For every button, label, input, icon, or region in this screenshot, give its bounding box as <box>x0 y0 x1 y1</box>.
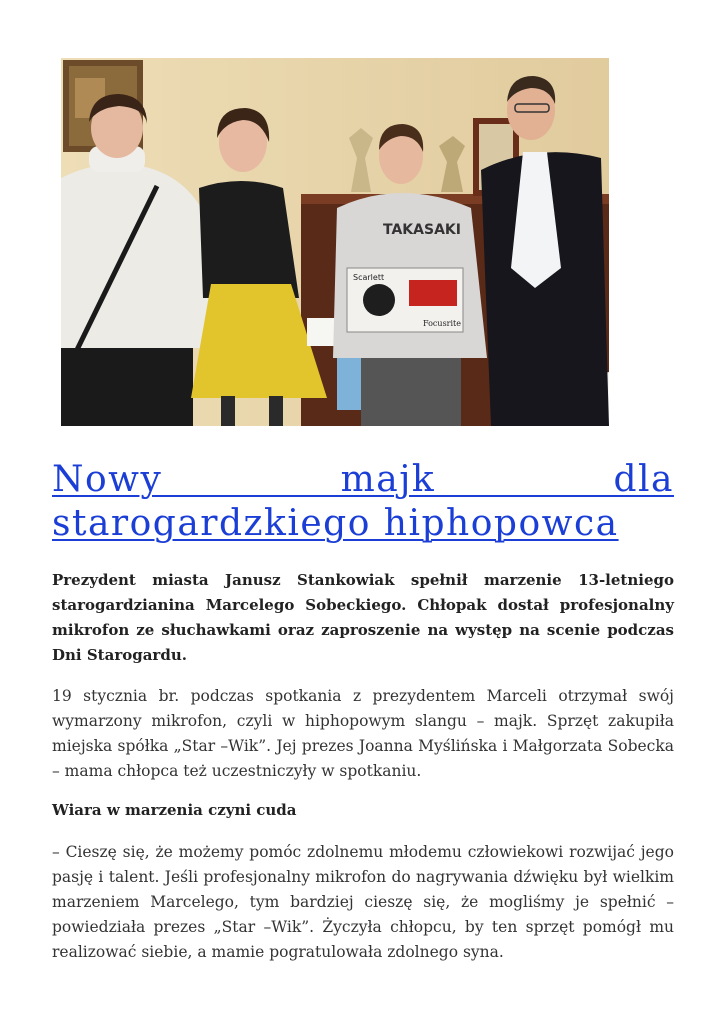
photo-illustration <box>61 58 609 426</box>
headphones <box>363 284 395 316</box>
box-logo: Focusrite <box>423 319 461 328</box>
article-title-link[interactable]: Nowy majk dla starogardzkiego hiphopowca <box>52 459 674 544</box>
leg <box>269 396 283 426</box>
article-photo <box>61 58 609 426</box>
leg <box>221 396 235 426</box>
article-lead: Prezydent miasta Janusz Stankowiak spełnił marzenie 13-letniego starogardzianina Marcelego Sobeckiego. Chłopak dostał profesjonalny mikrofon ze słuchawkami oraz zaproszenie na występ na scenie podczas Dni Starogardu. <box>52 571 674 664</box>
trousers <box>361 348 461 426</box>
shirt-text: TAKASAKI <box>383 222 461 238</box>
article-title <box>52 458 674 546</box>
audio-interface <box>409 280 457 306</box>
sweater <box>61 164 211 348</box>
article-paragraph: 19 stycznia br. podczas spotkania z prezydentem Marceli otrzymał swój wymarzony mikrofon, czyli w hiphopowym slangu – majk. Sprzęt zakupiła miejska spółka „Star –Wik”. Jej prezes Joanna Myślińska i Małgorzata Sobecka – mama chłopca też uczestniczyły w spotkaniu. <box>52 687 674 780</box>
article-subheading: Wiara w marzenia czyni cuda <box>52 801 297 819</box>
box-brand: Scarlett <box>353 273 385 282</box>
article-paragraph: – Cieszę się, że możemy pomóc zdolnemu młodemu człowiekowi rozwijać jego pasję i talent. Jeśli profesjonalny mikrofon do nagrywania dźwięku był wielkim marzeniem Marcelego, tym bardziej cieszę się, że mogliśmy je spełnić – powiedziała prezes „Star –Wik”. Życzyła chłopcu, by ten sprzęt pomógł mu realizować siebie, a mamie pogratulowała zdolnego syna. <box>52 843 674 961</box>
black-top <box>199 181 299 298</box>
